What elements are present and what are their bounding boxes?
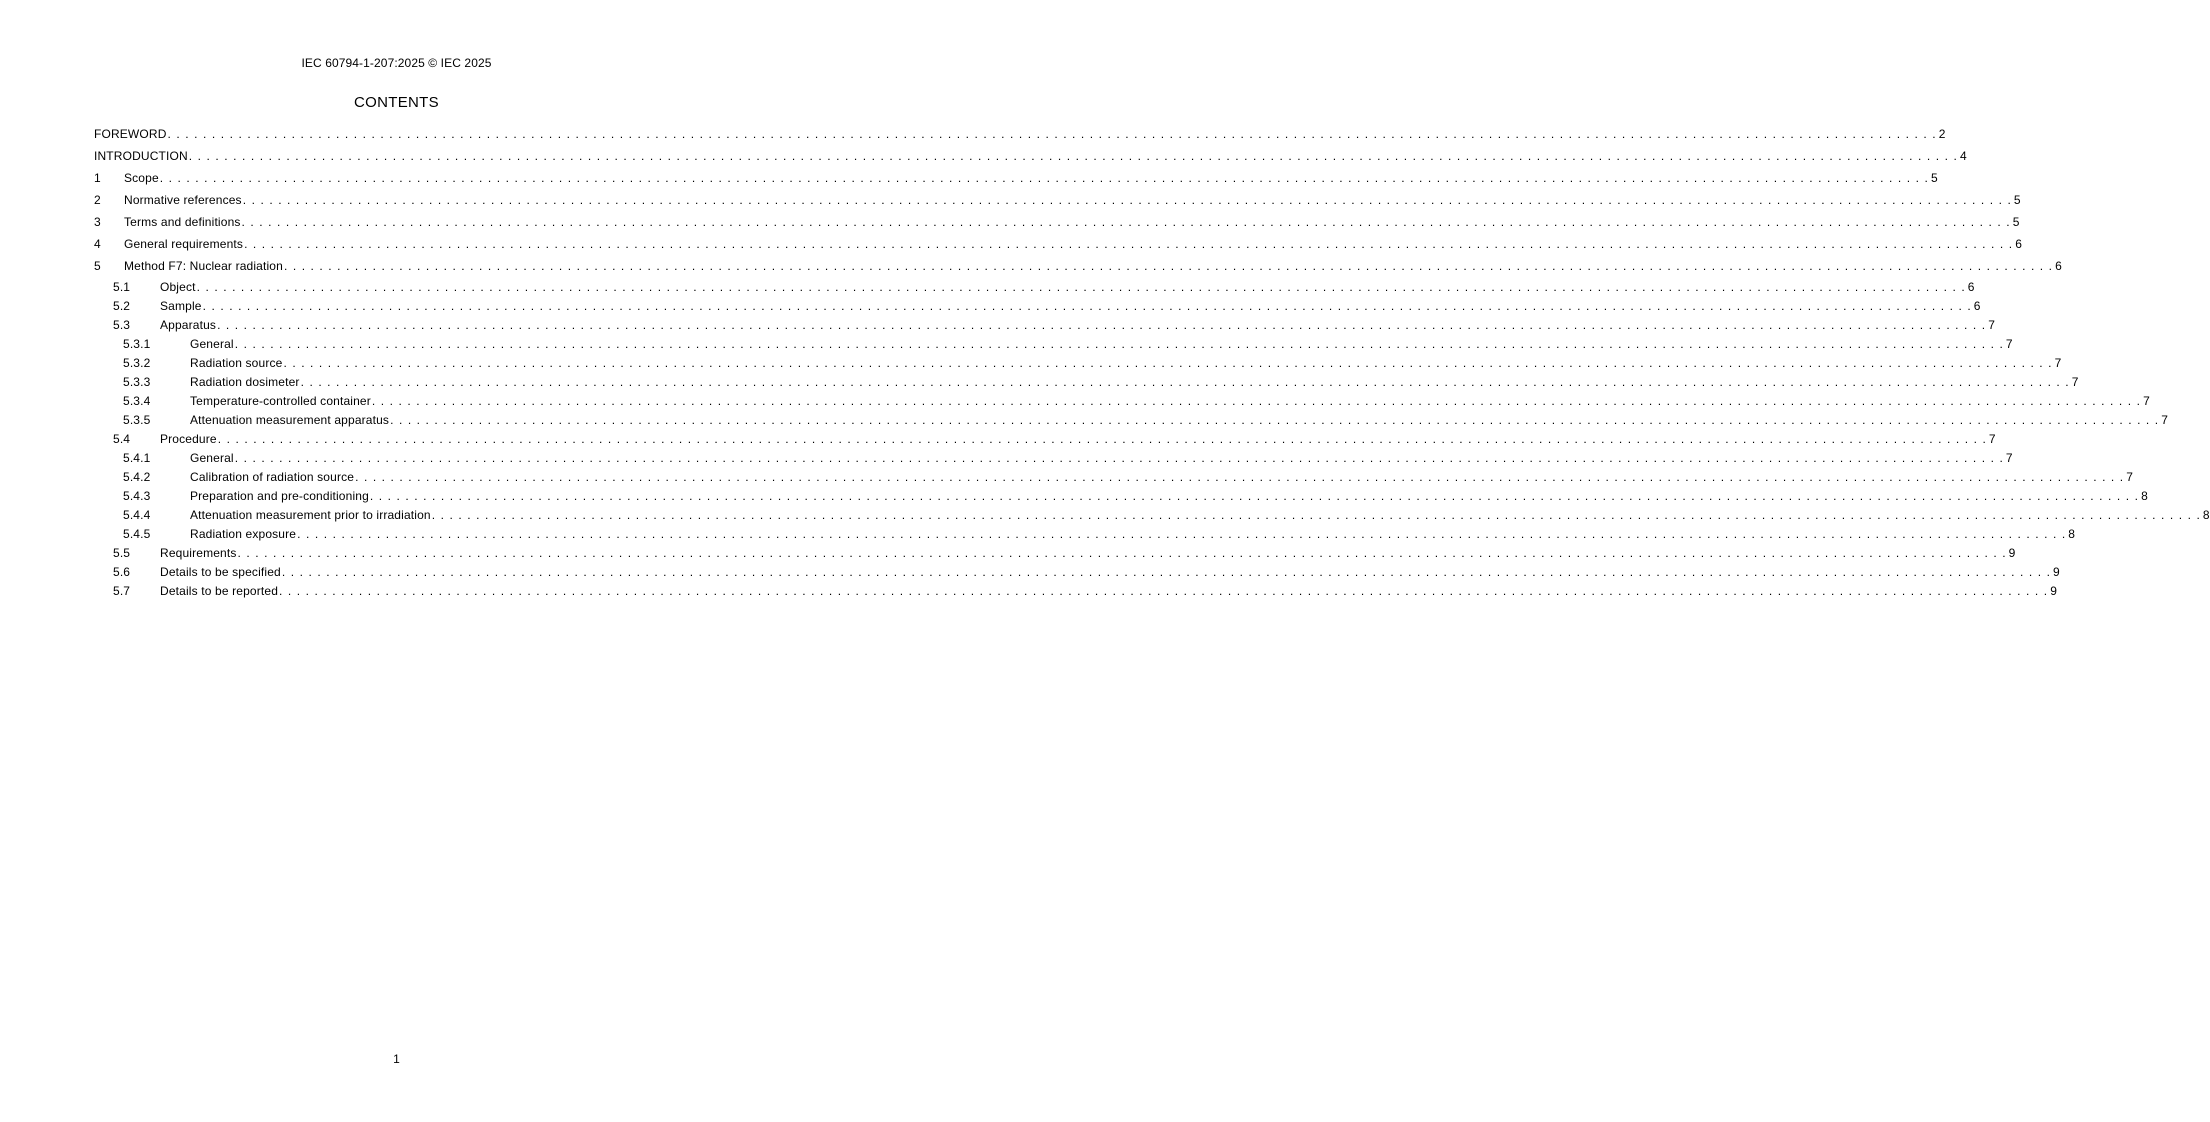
toc-entry[interactable]: [94, 584, 2058, 603]
toc-entry-title: Scope: [124, 171, 159, 185]
toc-dot-leader: . . . . . . . . . . . . . . . . . . . . . . . . . . . . . . . . . . . . . . . . . . . . . . . . . . . . . . . . . . . . . . . . . . . . . . . . . . . . . . . . . . . . . . . . . . . . . . . . . . . . . . . . . . . . . . . . . . . . . . . . . . . . . . . . . . . . . . . . . . . . . . . . . . . . . . . . . . . . . . . . . . . . . . . . . . . . . . . . . . . . . . . . . . . . . . . . . . . . . . . .: [371, 394, 2142, 408]
toc-entry-number: 1: [94, 171, 101, 185]
toc-entry-number: 5.3.3: [123, 375, 151, 389]
toc-entry-title: FOREWORD: [94, 127, 167, 141]
toc-entry-title: INTRODUCTION: [94, 149, 188, 163]
toc-entry-title: Calibration of radiation source: [190, 470, 355, 484]
toc-entry-title: Attenuation measurement apparatus: [190, 413, 390, 427]
toc-entry-number: 5.3.1: [123, 337, 151, 351]
toc-entry-page: 5: [1930, 171, 1938, 185]
toc-entry-page: 6: [1973, 299, 1981, 313]
toc-entry-page: 9: [2008, 546, 2016, 560]
toc-dot-leader: . . . . . . . . . . . . . . . . . . . . . . . . . . . . . . . . . . . . . . . . . . . . . . . . . . . . . . . . . . . . . . . . . . . . . . . . . . . . . . . . . . . . . . . . . . . . . . . . . . . . . . . . . . . . . . . . . . . . . . . . . . . . . . . . . . . . . . . . . . . . . . . . . . . . . . . . . . . . . . . . . . . . . . . . . . . . . . . . . . . . . . . . . . . . . . . . . . . . . . . .: [431, 508, 2201, 522]
toc-entry-title: Terms and definitions: [124, 215, 241, 229]
toc-entry-page: 7: [2126, 470, 2134, 484]
toc-entry-page: 7: [2071, 375, 2079, 389]
toc-entry-number: 5.7: [113, 584, 131, 598]
toc-entry-page: 7: [2143, 394, 2150, 408]
toc-entry-page: 5: [2012, 215, 2020, 229]
toc-entry-page: 7: [2161, 413, 2169, 427]
toc-entry[interactable]: [94, 126, 1946, 148]
toc-entry-title: Attenuation measurement prior to irradiation: [190, 508, 431, 522]
toc-entry-number: 5.4.5: [123, 527, 151, 541]
toc-entry-number: 5.3.2: [123, 356, 151, 370]
toc-entry-page: 8: [2202, 508, 2210, 522]
toc-dot-leader: . . . . . . . . . . . . . . . . . . . . . . . . . . . . . . . . . . . . . . . . . . . . . . . . . . . . . . . . . . . . . . . . . . . . . . . . . . . . . . . . . . . . . . . . . . . . . . . . . . . . . . . . . . . . . . . . . . . . . . . . . . . . . . . . . . . . . . . . . . . . . . . . . . . . . . . . . . . . . . . . . . . . . . . . . . . . . . . . . . . . . . . . . . . . . . . . . . . . . . . .: [237, 546, 2007, 560]
toc-entry-page: 9: [2053, 565, 2060, 579]
toc-entry-title: Radiation source: [190, 356, 283, 370]
toc-entry[interactable]: [94, 508, 2210, 527]
toc-entry-page: 5: [2013, 193, 2021, 207]
toc-dot-leader: . . . . . . . . . . . . . . . . . . . . . . . . . . . . . . . . . . . . . . . . . . . . . . . . . . . . . . . . . . . . . . . . . . . . . . . . . . . . . . . . . . . . . . . . . . . . . . . . . . . . . . . . . . . . . . . . . . . . . . . . . . . . . . . . . . . . . . . . . . . . . . . . . . . . . . . . . . . . . . . . . . . . . . . . . . . . . . . . . . . . . . . . . . . . . . . . . . . . . . . .: [196, 280, 1966, 294]
toc-entry[interactable]: [94, 318, 1996, 337]
toc-entry-title: Radiation exposure: [190, 527, 297, 541]
toc-entry[interactable]: [94, 356, 2062, 375]
toc-dot-leader: . . . . . . . . . . . . . . . . . . . . . . . . . . . . . . . . . . . . . . . . . . . . . . . . . . . . . . . . . . . . . . . . . . . . . . . . . . . . . . . . . . . . . . . . . . . . . . . . . . . . . . . . . . . . . . . . . . . . . . . . . . . . . . . . . . . . . . . . . . . . . . . . . . . . . . . . . . . . . . . . . . . . . . . . . . . . . . . . . . . . . . . . . . . . . . . . . . . . . . . .: [297, 527, 2067, 541]
toc-entry-number: 5.4.3: [123, 489, 151, 503]
toc-entry[interactable]: [94, 236, 2023, 258]
toc-entry-page: 7: [2005, 451, 2013, 465]
toc-dot-leader: . . . . . . . . . . . . . . . . . . . . . . . . . . . . . . . . . . . . . . . . . . . . . . . . . . . . . . . . . . . . . . . . . . . . . . . . . . . . . . . . . . . . . . . . . . . . . . . . . . . . . . . . . . . . . . . . . . . . . . . . . . . . . . . . . . . . . . . . . . . . . . . . . . . . . . . . . . . . . . . . . . . . . . . . . . . . . . . . . . . . . . . . . . . . . . . . . . . . . . . .: [167, 127, 1937, 141]
toc-entry[interactable]: [94, 413, 2169, 432]
toc-dot-leader: . . . . . . . . . . . . . . . . . . . . . . . . . . . . . . . . . . . . . . . . . . . . . . . . . . . . . . . . . . . . . . . . . . . . . . . . . . . . . . . . . . . . . . . . . . . . . . . . . . . . . . . . . . . . . . . . . . . . . . . . . . . . . . . . . . . . . . . . . . . . . . . . . . . . . . . . . . . . . . . . . . . . . . . . . . . . . . . . . . . . . . . . . . . . . . . . . . . . . . . .: [234, 337, 2004, 351]
toc-dot-leader: . . . . . . . . . . . . . . . . . . . . . . . . . . . . . . . . . . . . . . . . . . . . . . . . . . . . . . . . . . . . . . . . . . . . . . . . . . . . . . . . . . . . . . . . . . . . . . . . . . . . . . . . . . . . . . . . . . . . . . . . . . . . . . . . . . . . . . . . . . . . . . . . . . . . . . . . . . . . . . . . . . . . . . . . . . . . . . . . . . . . . . . . . . . . . . . . . . . . . . . .: [217, 432, 1987, 446]
toc-dot-leader: . . . . . . . . . . . . . . . . . . . . . . . . . . . . . . . . . . . . . . . . . . . . . . . . . . . . . . . . . . . . . . . . . . . . . . . . . . . . . . . . . . . . . . . . . . . . . . . . . . . . . . . . . . . . . . . . . . . . . . . . . . . . . . . . . . . . . . . . . . . . . . . . . . . . . . . . . . . . . . . . . . . . . . . . . . . . . . . . . . . . . . . . . . . . . . . . . . . . . . . .: [217, 318, 1987, 332]
toc-entry-number: 5.4.1: [123, 451, 151, 465]
toc-entry-number: 5.3.4: [123, 394, 151, 408]
toc-dot-leader: . . . . . . . . . . . . . . . . . . . . . . . . . . . . . . . . . . . . . . . . . . . . . . . . . . . . . . . . . . . . . . . . . . . . . . . . . . . . . . . . . . . . . . . . . . . . . . . . . . . . . . . . . . . . . . . . . . . . . . . . . . . . . . . . . . . . . . . . . . . . . . . . . . . . . . . . . . . . . . . . . . . . . . . . . . . . . . . . . . . . . . . . . . . . . . . . . . . . . . . .: [390, 413, 2160, 427]
toc-entry[interactable]: [94, 214, 2020, 236]
toc-entry[interactable]: [94, 280, 1975, 299]
toc-entry[interactable]: [94, 258, 2062, 280]
toc-entry-page: 7: [2005, 337, 2013, 351]
toc-entry[interactable]: [94, 170, 1938, 192]
toc-entry[interactable]: [94, 148, 1967, 170]
toc-entry-title: Method F7: Nuclear radiation: [124, 259, 283, 273]
toc-entry-title: Details to be reported: [160, 584, 279, 598]
toc-dot-leader: . . . . . . . . . . . . . . . . . . . . . . . . . . . . . . . . . . . . . . . . . . . . . . . . . . . . . . . . . . . . . . . . . . . . . . . . . . . . . . . . . . . . . . . . . . . . . . . . . . . . . . . . . . . . . . . . . . . . . . . . . . . . . . . . . . . . . . . . . . . . . . . . . . . . . . . . . . . . . . . . . . . . . . . . . . . . . . . . . . . . . . . . . . . . . . . . . . . . . . . .: [241, 215, 2011, 229]
toc-entry-number: 5.4.2: [123, 470, 151, 484]
toc-entry-number: 5.2: [113, 299, 131, 313]
toc-entry[interactable]: [94, 375, 2079, 394]
toc-dot-leader: . . . . . . . . . . . . . . . . . . . . . . . . . . . . . . . . . . . . . . . . . . . . . . . . . . . . . . . . . . . . . . . . . . . . . . . . . . . . . . . . . . . . . . . . . . . . . . . . . . . . . . . . . . . . . . . . . . . . . . . . . . . . . . . . . . . . . . . . . . . . . . . . . . . . . . . . . . . . . . . . . . . . . . . . . . . . . . . . . . . . . . . . . . . . . . . . . . . . . . . .: [244, 237, 2014, 251]
toc-entry[interactable]: [94, 470, 2134, 489]
toc-dot-leader: . . . . . . . . . . . . . . . . . . . . . . . . . . . . . . . . . . . . . . . . . . . . . . . . . . . . . . . . . . . . . . . . . . . . . . . . . . . . . . . . . . . . . . . . . . . . . . . . . . . . . . . . . . . . . . . . . . . . . . . . . . . . . . . . . . . . . . . . . . . . . . . . . . . . . . . . . . . . . . . . . . . . . . . . . . . . . . . . . . . . . . . . . . . . . . . . . . . . . . . .: [369, 489, 2140, 503]
toc-entry[interactable]: [94, 432, 1996, 451]
toc-entry-page: 6: [2055, 259, 2062, 273]
toc-dot-leader: . . . . . . . . . . . . . . . . . . . . . . . . . . . . . . . . . . . . . . . . . . . . . . . . . . . . . . . . . . . . . . . . . . . . . . . . . . . . . . . . . . . . . . . . . . . . . . . . . . . . . . . . . . . . . . . . . . . . . . . . . . . . . . . . . . . . . . . . . . . . . . . . . . . . . . . . . . . . . . . . . . . . . . . . . . . . . . . . . . . . . . . . . . . . . . . . . . . . . . . .: [242, 193, 2012, 207]
toc-entry-page: 7: [1988, 432, 1996, 446]
toc-entry[interactable]: [94, 489, 2148, 508]
toc-entry-title: General: [190, 451, 234, 465]
table-of-contents: [94, 126, 2210, 603]
toc-entry-page: 2: [1938, 127, 1946, 141]
toc-entry-page: 8: [2068, 527, 2076, 541]
toc-entry-page: 6: [2015, 237, 2023, 251]
toc-dot-leader: . . . . . . . . . . . . . . . . . . . . . . . . . . . . . . . . . . . . . . . . . . . . . . . . . . . . . . . . . . . . . . . . . . . . . . . . . . . . . . . . . . . . . . . . . . . . . . . . . . . . . . . . . . . . . . . . . . . . . . . . . . . . . . . . . . . . . . . . . . . . . . . . . . . . . . . . . . . . . . . . . . . . . . . . . . . . . . . . . . . . . . . . . . . . . . . . . . . . . . . .: [279, 584, 2049, 598]
toc-entry-number: 5: [94, 259, 101, 273]
toc-entry-title: Sample: [160, 299, 202, 313]
toc-entry-title: Normative references: [124, 193, 242, 207]
toc-entry[interactable]: [94, 451, 2013, 470]
toc-entry-title: Apparatus: [160, 318, 217, 332]
toc-entry-title: Preparation and pre-conditioning: [190, 489, 369, 503]
toc-entry-title: General requirements: [124, 237, 244, 251]
toc-entry[interactable]: [94, 565, 2060, 584]
toc-entry-number: 5.4: [113, 432, 131, 446]
page-title: CONTENTS: [354, 94, 439, 111]
toc-entry-title: Details to be specified: [160, 565, 281, 579]
toc-dot-leader: . . . . . . . . . . . . . . . . . . . . . . . . . . . . . . . . . . . . . . . . . . . . . . . . . . . . . . . . . . . . . . . . . . . . . . . . . . . . . . . . . . . . . . . . . . . . . . . . . . . . . . . . . . . . . . . . . . . . . . . . . . . . . . . . . . . . . . . . . . . . . . . . . . . . . . . . . . . . . . . . . . . . . . . . . . . . . . . . . . . . . . . . . . . . . . . . . . . . . . . .: [281, 565, 2052, 579]
toc-entry-title: Temperature-controlled container: [190, 394, 371, 408]
toc-entry-number: 5.1: [113, 280, 131, 294]
toc-entry[interactable]: [94, 546, 2016, 565]
toc-entry-title: Object: [160, 280, 196, 294]
toc-entry-page: 6: [1967, 280, 1975, 294]
toc-dot-leader: . . . . . . . . . . . . . . . . . . . . . . . . . . . . . . . . . . . . . . . . . . . . . . . . . . . . . . . . . . . . . . . . . . . . . . . . . . . . . . . . . . . . . . . . . . . . . . . . . . . . . . . . . . . . . . . . . . . . . . . . . . . . . . . . . . . . . . . . . . . . . . . . . . . . . . . . . . . . . . . . . . . . . . . . . . . . . . . . . . . . . . . . . . . . . . . . . . . . . . . .: [188, 149, 1958, 163]
toc-entry-title: Radiation dosimeter: [190, 375, 300, 389]
toc-entry[interactable]: [94, 299, 1981, 318]
toc-entry-page: 9: [2050, 584, 2058, 598]
toc-entry-page: 8: [2141, 489, 2148, 503]
page-header: IEC 60794-1-207:2025 © IEC 2025: [301, 56, 492, 70]
toc-dot-leader: . . . . . . . . . . . . . . . . . . . . . . . . . . . . . . . . . . . . . . . . . . . . . . . . . . . . . . . . . . . . . . . . . . . . . . . . . . . . . . . . . . . . . . . . . . . . . . . . . . . . . . . . . . . . . . . . . . . . . . . . . . . . . . . . . . . . . . . . . . . . . . . . . . . . . . . . . . . . . . . . . . . . . . . . . . . . . . . . . . . . . . . . . . . . . . . . . . . . . . . .: [159, 171, 1929, 185]
toc-entry-number: 4: [94, 237, 101, 251]
toc-entry-page: 7: [1988, 318, 1996, 332]
toc-dot-leader: . . . . . . . . . . . . . . . . . . . . . . . . . . . . . . . . . . . . . . . . . . . . . . . . . . . . . . . . . . . . . . . . . . . . . . . . . . . . . . . . . . . . . . . . . . . . . . . . . . . . . . . . . . . . . . . . . . . . . . . . . . . . . . . . . . . . . . . . . . . . . . . . . . . . . . . . . . . . . . . . . . . . . . . . . . . . . . . . . . . . . . . . . . . . . . . . . . . . . . . .: [283, 259, 2054, 273]
toc-entry-title: Procedure: [160, 432, 217, 446]
toc-entry-number: 5.6: [113, 565, 131, 579]
toc-entry-number: 3: [94, 215, 101, 229]
toc-entry[interactable]: [94, 527, 2076, 546]
toc-entry-number: 5.3.5: [123, 413, 151, 427]
toc-entry[interactable]: [94, 394, 2150, 413]
toc-entry-number: 2: [94, 193, 101, 207]
toc-entry-number: 5.5: [113, 546, 131, 560]
toc-entry-page: 7: [2054, 356, 2062, 370]
toc-entry[interactable]: [94, 192, 2021, 214]
toc-entry-title: General: [190, 337, 234, 351]
toc-entry-number: 5.4.4: [123, 508, 151, 522]
toc-entry-title: Requirements: [160, 546, 237, 560]
toc-dot-leader: . . . . . . . . . . . . . . . . . . . . . . . . . . . . . . . . . . . . . . . . . . . . . . . . . . . . . . . . . . . . . . . . . . . . . . . . . . . . . . . . . . . . . . . . . . . . . . . . . . . . . . . . . . . . . . . . . . . . . . . . . . . . . . . . . . . . . . . . . . . . . . . . . . . . . . . . . . . . . . . . . . . . . . . . . . . . . . . . . . . . . . . . . . . . . . . . . . . . . . . .: [300, 375, 2070, 389]
toc-entry-page: 4: [1959, 149, 1967, 163]
toc-entry[interactable]: [94, 337, 2013, 356]
page-number: 1: [393, 1052, 400, 1066]
toc-dot-leader: . . . . . . . . . . . . . . . . . . . . . . . . . . . . . . . . . . . . . . . . . . . . . . . . . . . . . . . . . . . . . . . . . . . . . . . . . . . . . . . . . . . . . . . . . . . . . . . . . . . . . . . . . . . . . . . . . . . . . . . . . . . . . . . . . . . . . . . . . . . . . . . . . . . . . . . . . . . . . . . . . . . . . . . . . . . . . . . . . . . . . . . . . . . . . . . . . . . . . . . .: [355, 470, 2125, 484]
toc-entry-number: 5.3: [113, 318, 131, 332]
toc-dot-leader: . . . . . . . . . . . . . . . . . . . . . . . . . . . . . . . . . . . . . . . . . . . . . . . . . . . . . . . . . . . . . . . . . . . . . . . . . . . . . . . . . . . . . . . . . . . . . . . . . . . . . . . . . . . . . . . . . . . . . . . . . . . . . . . . . . . . . . . . . . . . . . . . . . . . . . . . . . . . . . . . . . . . . . . . . . . . . . . . . . . . . . . . . . . . . . . . . . . . . . . .: [234, 451, 2004, 465]
toc-dot-leader: . . . . . . . . . . . . . . . . . . . . . . . . . . . . . . . . . . . . . . . . . . . . . . . . . . . . . . . . . . . . . . . . . . . . . . . . . . . . . . . . . . . . . . . . . . . . . . . . . . . . . . . . . . . . . . . . . . . . . . . . . . . . . . . . . . . . . . . . . . . . . . . . . . . . . . . . . . . . . . . . . . . . . . . . . . . . . . . . . . . . . . . . . . . . . . . . . . . . . . . .: [202, 299, 1972, 313]
toc-dot-leader: . . . . . . . . . . . . . . . . . . . . . . . . . . . . . . . . . . . . . . . . . . . . . . . . . . . . . . . . . . . . . . . . . . . . . . . . . . . . . . . . . . . . . . . . . . . . . . . . . . . . . . . . . . . . . . . . . . . . . . . . . . . . . . . . . . . . . . . . . . . . . . . . . . . . . . . . . . . . . . . . . . . . . . . . . . . . . . . . . . . . . . . . . . . . . . . . . . . . . . . .: [283, 356, 2053, 370]
